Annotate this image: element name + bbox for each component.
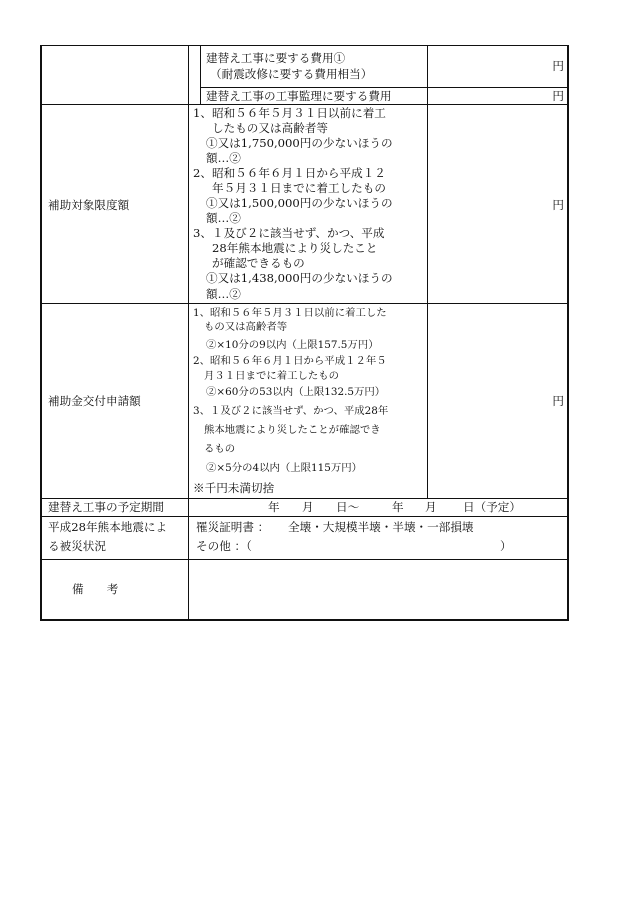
limit-line-5: 2、昭和５６年６月１日から平成１２: [193, 166, 386, 180]
period-start-day: 日～: [336, 500, 360, 514]
label-column-divider: [188, 45, 189, 621]
row-line-3: [40, 303, 569, 304]
limit-line-9: 3、１及び２に該当せず、かつ、平成: [193, 226, 385, 240]
grant-line-11: ※千円未満切捨: [193, 481, 275, 495]
grant-line-8: 熊本地震により災したことが確認でき: [204, 424, 381, 436]
rebuild-cost-label-line1: 建替え工事に要する費用①: [206, 51, 346, 65]
damage-row-label-line1: 平成28年熊本地震によ: [48, 520, 168, 534]
limit-line-13: 額…②: [206, 287, 241, 301]
limit-line-7: ①又は1,500,000円の少ないほうの: [206, 196, 393, 210]
indent-column-divider: [200, 45, 201, 104]
limit-line-2: したもの又は高齢者等: [212, 121, 328, 135]
amount-column-divider: [427, 45, 428, 498]
grant-line-1: 1、昭和５６年５月３１日以前に着工した: [193, 307, 387, 319]
row-line-1: [200, 87, 569, 88]
damage-other-close: ）: [500, 539, 512, 553]
grant-row-label: 補助金交付申請額: [48, 394, 141, 408]
limit-line-8: 額…②: [206, 211, 241, 225]
period-row-label: 建替え工事の予定期間: [48, 500, 164, 514]
grant-line-2: もの又は高齢者等: [204, 321, 288, 333]
period-start-month: 月: [302, 500, 314, 514]
damage-other-label: その他 ：（: [196, 539, 252, 553]
application-form-table: [40, 45, 569, 621]
limit-row-unit: 円: [552, 198, 564, 212]
period-end-day: 日（予定）: [463, 500, 521, 514]
grant-row-unit: 円: [552, 394, 564, 408]
limit-row-label: 補助対象限度額: [48, 198, 130, 212]
border-left: [40, 45, 42, 621]
limit-line-6: 年５月３１日までに着工したもの: [212, 181, 386, 195]
supervision-cost-label: 建替え工事の工事監理に要する費用: [206, 89, 392, 103]
rebuild-cost-unit: 円: [552, 59, 564, 73]
border-right: [567, 45, 569, 621]
row-line-6: [40, 559, 569, 560]
supervision-cost-unit: 円: [552, 89, 564, 103]
limit-line-10: 28年熊本地震により災したこと: [212, 241, 378, 255]
damage-row-label-line2: る被災状況: [48, 539, 106, 553]
period-end-month: 月: [425, 500, 437, 514]
grant-line-10: ②×5分の4以内（上限115万円）: [206, 462, 363, 474]
border-top: [40, 45, 569, 46]
limit-line-4: 額…②: [206, 151, 241, 165]
grant-line-9: るもの: [204, 443, 236, 455]
limit-line-3: ①又は1,750,000円の少ないほうの: [206, 136, 393, 150]
grant-line-5: 月３１日までに着工したもの: [204, 370, 340, 382]
grant-line-4: 2、昭和５６年６月１日から平成１２年５: [193, 355, 387, 367]
period-end-year: 年: [392, 500, 404, 514]
grant-line-3: ②×10分の9以内（上限157.5万円）: [206, 339, 379, 351]
limit-line-11: が確認できるもの: [212, 256, 305, 270]
row-line-4: [40, 498, 569, 499]
row-line-5: [40, 516, 569, 517]
grant-line-7: 3、１及び２に該当せず、かつ、平成28年: [193, 405, 389, 417]
remarks-row-label: 備 考: [72, 582, 119, 596]
damage-certificate-options: 全壊・大規模半壊・半壊・一部損壊: [288, 520, 474, 534]
limit-line-12: ①又は1,438,000円の少ないほうの: [206, 271, 393, 285]
period-start-year: 年: [268, 500, 280, 514]
row-line-2: [40, 104, 569, 105]
border-bottom: [40, 619, 569, 621]
limit-line-1: 1、昭和５６年５月３１日以前に着工: [193, 106, 386, 120]
damage-certificate-label: 罹災証明書 ：: [196, 520, 270, 534]
grant-line-6: ②×60分の53以内（上限132.5万円）: [206, 386, 386, 398]
rebuild-cost-label-line2: （耐震改修に要する費用相当）: [210, 67, 373, 81]
